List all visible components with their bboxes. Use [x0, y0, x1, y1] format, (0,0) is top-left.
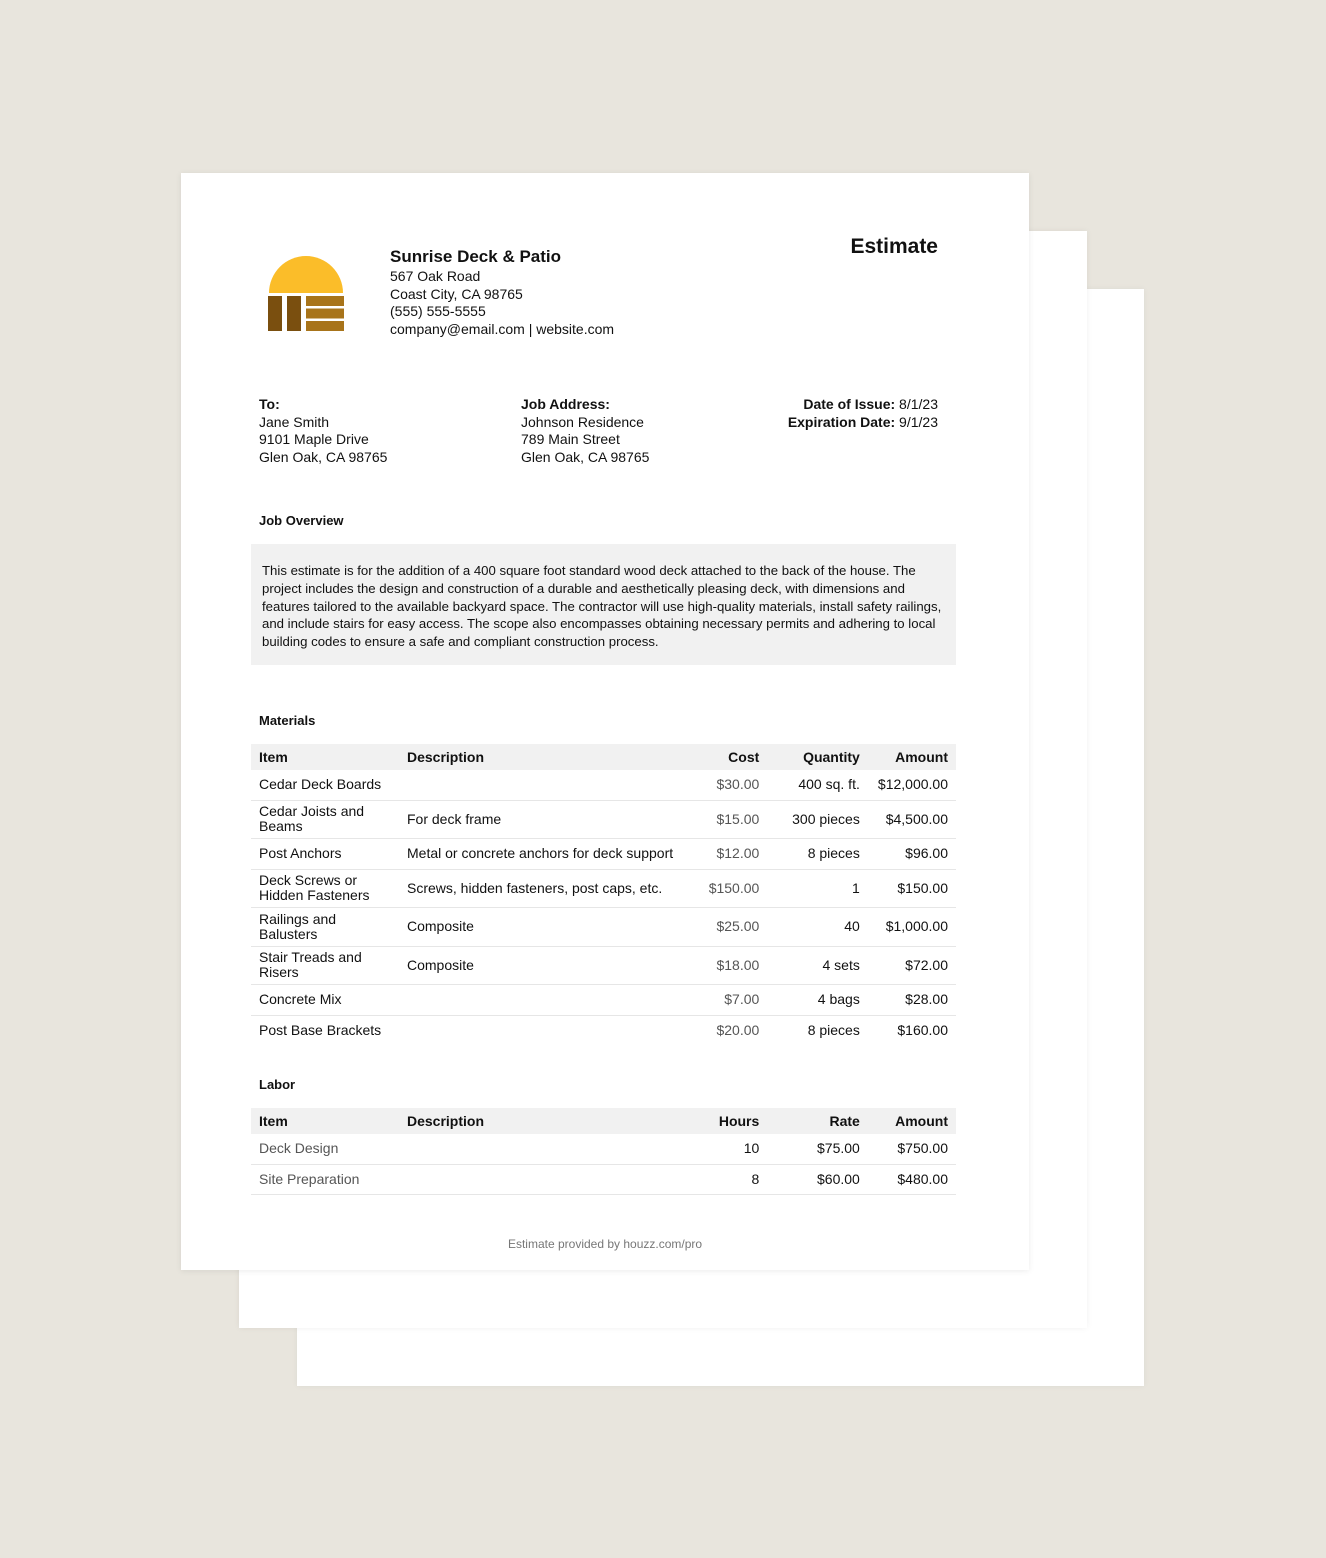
company-address-line2: Coast City, CA 98765 [390, 285, 523, 302]
footer-credit: Estimate provided by houzz.com/pro [507, 1237, 703, 1251]
material-cost: $7.00 [688, 984, 767, 1015]
expiration-date-value: 9/1/23 [895, 413, 938, 430]
labor-rate: $60.00 [767, 1164, 868, 1194]
to-name: Jane Smith [259, 413, 330, 430]
company-address-line1: 567 Oak Road [390, 268, 481, 284]
material-cost: $30.00 [688, 770, 767, 800]
estimate-page [181, 173, 1029, 1270]
to-line2: Glen Oak, CA 98765 [259, 449, 388, 466]
material-quantity: 300 pieces [767, 800, 868, 838]
to-line1: 9101 Maple Drive [259, 431, 369, 448]
material-description [399, 1015, 688, 1045]
material-item: Cedar Deck Boards [251, 770, 399, 800]
material-quantity: 4 sets [767, 946, 868, 984]
job-overview-text: This estimate is for the addition of a 400 square foot standard wood deck attached to the back of the house. The project includes the design and construction of a durable and aesthetically pleasing deck, with dimensions and features tailored to the available backyard space. The contractor will use high-quality materials, install safety railings, and include stairs for easy access. The scope also encompasses obtaining necessary permits and adhering to local building codes to ensure a safe and compliant construction process. [251, 544, 956, 665]
dates-block [788, 396, 938, 431]
job-address-block [521, 396, 649, 467]
to-label: To: [259, 396, 280, 412]
material-amount: $96.00 [868, 838, 956, 869]
table-row [251, 1134, 956, 1164]
labor-header-rate: Rate [767, 1108, 868, 1134]
job-overview-title: Job Overview [259, 513, 344, 528]
materials-header-item: Item [251, 744, 399, 770]
materials-header-description: Description [399, 744, 688, 770]
company-logo [268, 253, 344, 331]
material-description: Composite [399, 907, 688, 946]
company-info [390, 246, 614, 339]
material-item: Post Base Brackets [259, 1021, 382, 1038]
recipient-block [259, 396, 387, 467]
material-item: Concrete Mix [251, 984, 399, 1015]
table-row [251, 838, 956, 869]
material-quantity: 400 sq. ft. [767, 770, 868, 800]
table-row [251, 770, 956, 800]
material-item: Stair Treads and Risers [251, 946, 399, 984]
material-description [399, 984, 688, 1015]
labor-amount: $750.00 [868, 1134, 956, 1164]
material-description: Metal or concrete anchors for deck support [399, 838, 688, 869]
material-cost: $150.00 [688, 869, 767, 907]
material-amount: $12,000.00 [868, 770, 956, 800]
labor-header-description: Description [399, 1108, 688, 1134]
issue-date-label: Date of Issue: [803, 396, 896, 412]
material-item: Deck Screws or Hidden Fasteners [251, 869, 399, 907]
job-address-line2: Glen Oak, CA 98765 [521, 449, 650, 466]
table-row [251, 800, 956, 838]
logo-bar-1 [268, 296, 282, 331]
material-quantity: 1 [767, 869, 868, 907]
labor-hours: 10 [688, 1134, 767, 1164]
materials-header-amount: Amount [868, 744, 956, 770]
material-amount: $1,000.00 [868, 907, 956, 946]
table-row [251, 907, 956, 946]
labor-rate: $75.00 [767, 1134, 868, 1164]
table-row [251, 1015, 956, 1045]
table-row [251, 869, 956, 907]
material-cost: $12.00 [688, 838, 767, 869]
logo-plank-2 [306, 309, 344, 319]
labor-hours: 8 [688, 1164, 767, 1194]
issue-date-value: 8/1/23 [895, 396, 938, 412]
material-item: Post Anchors [251, 838, 399, 869]
labor-amount: $480.00 [868, 1164, 956, 1194]
labor-item: Deck Design [251, 1134, 399, 1164]
labor-header-item: Item [251, 1108, 399, 1134]
materials-header-quantity: Quantity [767, 744, 868, 770]
job-address-label: Job Address: [521, 396, 610, 412]
labor-title: Labor [259, 1077, 296, 1092]
material-cost: $15.00 [688, 800, 767, 838]
logo-bar-2 [287, 296, 301, 331]
document-title: Estimate [850, 235, 938, 258]
material-quantity: 40 [767, 907, 868, 946]
material-amount: $72.00 [868, 946, 956, 984]
material-amount: $28.00 [868, 984, 956, 1015]
table-row [251, 1164, 956, 1194]
material-description: Composite [399, 946, 688, 984]
company-name: Sunrise Deck & Patio [390, 247, 562, 266]
material-item: Railings and Balusters [251, 907, 399, 946]
labor-item: Site Preparation [251, 1164, 399, 1194]
table-row [251, 984, 956, 1015]
material-description: Screws, hidden fasteners, post caps, etc. [399, 869, 688, 907]
material-amount: $150.00 [868, 869, 956, 907]
material-amount: $4,500.00 [868, 800, 956, 838]
materials-table [251, 744, 956, 1045]
materials-title: Materials [259, 713, 316, 728]
job-address-name: Johnson Residence [521, 413, 644, 430]
material-cost: $18.00 [688, 946, 767, 984]
labor-header-amount: Amount [868, 1108, 956, 1134]
materials-header-cost: Cost [688, 744, 767, 770]
material-amount: $160.00 [897, 1021, 948, 1038]
logo-plank-1 [306, 296, 344, 306]
job-address-line1: 789 Main Street [521, 431, 620, 448]
labor-description [399, 1134, 688, 1164]
material-description [399, 770, 688, 800]
material-quantity: 8 pieces [807, 1021, 860, 1038]
labor-header-row [251, 1108, 956, 1134]
company-contact: company@email.com | website.com [390, 321, 615, 338]
labor-description [399, 1164, 688, 1194]
material-item: Cedar Joists and Beams [251, 800, 399, 838]
material-cost: $25.00 [688, 907, 767, 946]
labor-header-hours: Hours [688, 1108, 767, 1134]
expiration-date-label: Expiration Date: [787, 413, 896, 430]
material-cost: $20.00 [716, 1021, 760, 1038]
table-row [251, 946, 956, 984]
materials-header-row [251, 744, 956, 770]
labor-table [251, 1108, 956, 1195]
material-quantity: 8 pieces [767, 838, 868, 869]
logo-sun [269, 256, 343, 293]
material-description: For deck frame [399, 800, 688, 838]
company-phone: (555) 555-5555 [390, 303, 486, 320]
logo-plank-3 [306, 321, 344, 331]
material-quantity: 4 bags [767, 984, 868, 1015]
